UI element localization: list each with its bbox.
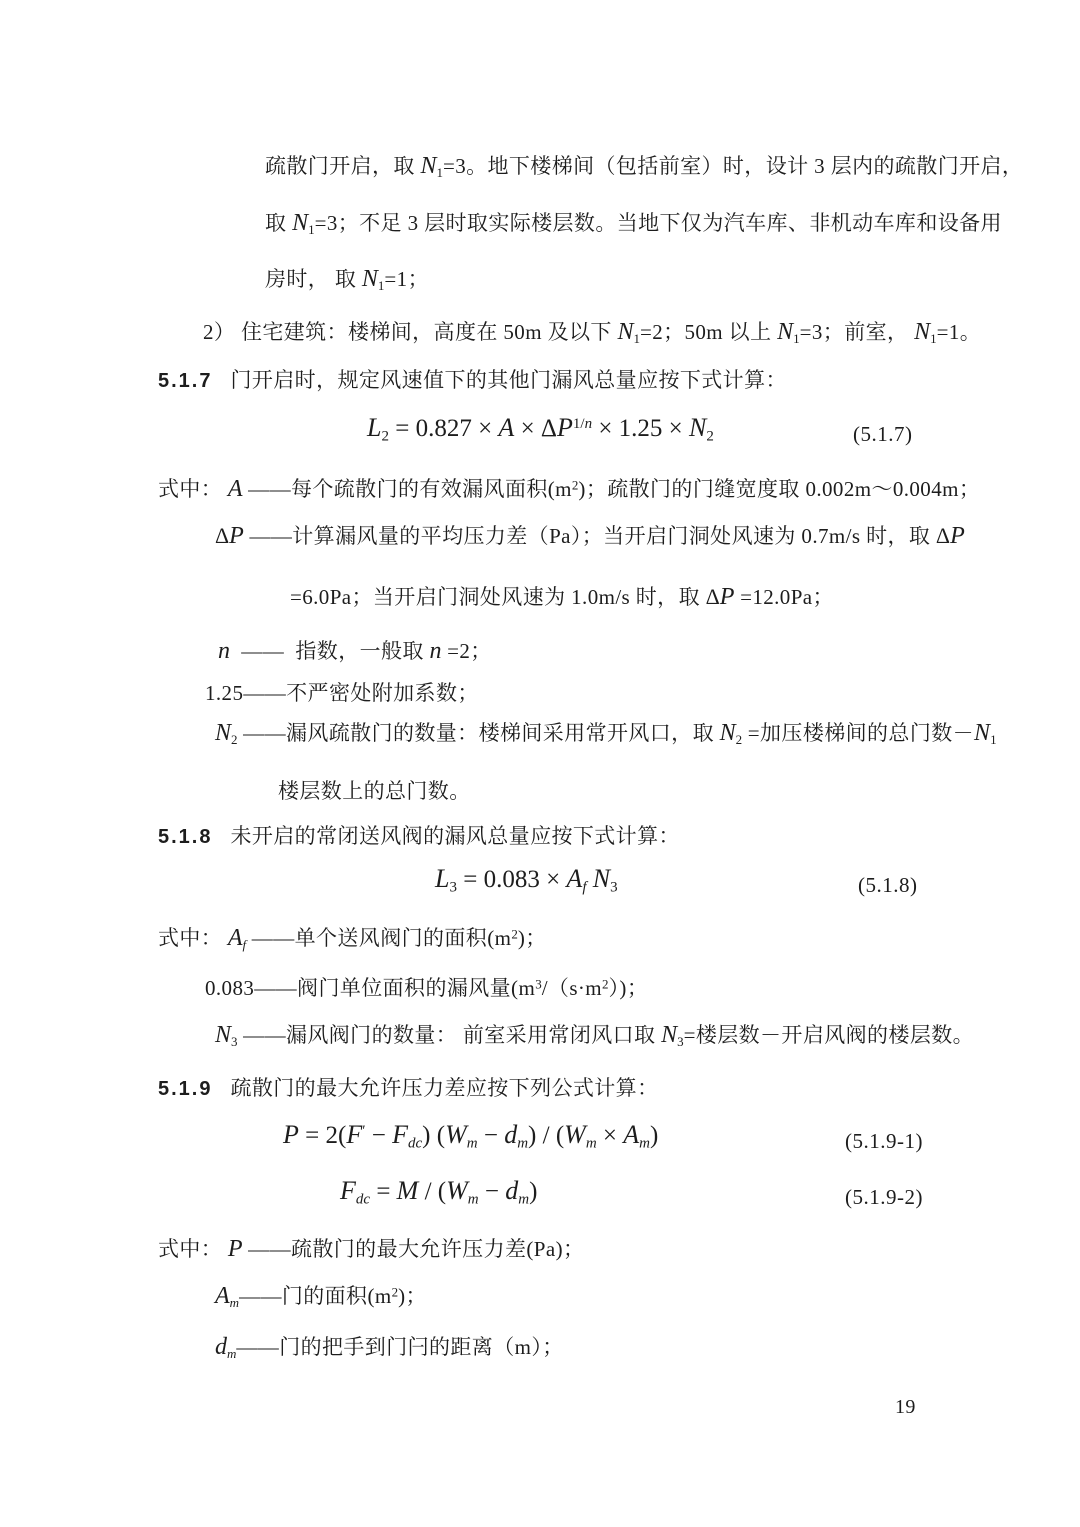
- section-5-1-7-heading: 5.1.7 门开启时，规定风速值下的其他门漏风总量应按下式计算：: [158, 368, 787, 392]
- def-line-0-083: 0.083——阀门单位面积的漏风量$(m^3/(s\cdot m^2))$；: [205, 976, 649, 1000]
- formula-5-1-7: $L_2 = 0.827 \times A \times \Delta P^{1/n} \times 1.25 \times N_2$: [367, 413, 714, 445]
- formula-5-1-9-1: $P = 2(F' - F_{dc})$ $(W_m - d_m) / (W_m \times A_m)$: [283, 1120, 659, 1152]
- section-5-1-9-heading: 5.1.9 疏散门的最大允许压力差应按下列公式计算：: [158, 1076, 659, 1100]
- section-5-1-8-heading: 5.1.8 未开启的常闭送风阀的漏风总量应按下式计算：: [158, 824, 680, 848]
- def-line-p: 式中： P ——疏散门的最大允许压力差(Pa)；: [158, 1236, 585, 1262]
- para-continuation-line-1: 疏散门开启，取 $N_1=3$。地下楼梯间（包括前室）时，设计 3 层内的疏散门开启，: [265, 153, 1024, 180]
- def-line-af: 式中： $A_f$ ——单个送风阀门的面积$(m^2)$；: [158, 925, 547, 952]
- def-line-delta-p-cont: =6.0Pa；当开启门洞处风速为 1.0m/s 时，取 ΔP =12.0Pa；: [290, 584, 834, 610]
- equation-number-5-1-7: (5.1.7): [853, 422, 913, 446]
- formula-5-1-9-2: $F_{dc} = M / (W_m - d_m)$: [340, 1176, 538, 1208]
- para-continuation-line-2: 取 $N_1=3$；不足 3 层时取实际楼层数。当地下仅为汽车库、非机动车库和设备用: [265, 210, 1002, 237]
- list-item-2-residential: 2） 住宅建筑：楼梯间，高度在 50m 及以下 $N_1=2$；50m 以上 $N_1=3$；前室， $N_1=1$。: [203, 319, 982, 346]
- def-line-n2: $N_2$ ——漏风疏散门的数量：楼梯间采用常开风口，取 $N_2$ =加压楼梯间的总门数$-N_1$: [215, 720, 997, 747]
- para-continuation-line-3: 房时， 取 $N_1=1$；: [265, 266, 429, 293]
- equation-number-5-1-8: (5.1.8): [858, 873, 918, 897]
- def-line-A: 式中： A ——每个疏散门的有效漏风面积$(m^2)$；疏散门的门缝宽度取 0.002m～0.004m；: [158, 476, 981, 502]
- def-line-delta-p: ΔP ——计算漏风量的平均压力差（Pa）；当开启门洞处风速为 0.7m/s 时，取 ΔP: [215, 523, 965, 549]
- def-line-1-25: 1.25——不严密处附加系数；: [205, 681, 479, 705]
- def-line-n3: $N_3$ ——漏风阀门的数量： 前室采用常闭风口取 $N_3=$楼层数－开启风阀的楼层数。: [215, 1022, 975, 1049]
- page-number: 19: [895, 1396, 916, 1418]
- def-line-n: n —— 指数，一般取 n =2；: [218, 638, 492, 664]
- def-line-am: $A_m——$门的面积$(m^2)$；: [215, 1283, 427, 1310]
- def-line-dm: $d_m——$门的把手到门闩的距离（m）；: [215, 1334, 564, 1361]
- equation-number-5-1-9-1: (5.1.9-1): [845, 1129, 923, 1153]
- def-line-n2-cont: 楼层数上的总门数。: [278, 779, 471, 803]
- formula-5-1-8: $L_3 = 0.083 \times A_f$ $N_3$: [435, 864, 618, 896]
- equation-number-5-1-9-2: (5.1.9-2): [845, 1185, 923, 1209]
